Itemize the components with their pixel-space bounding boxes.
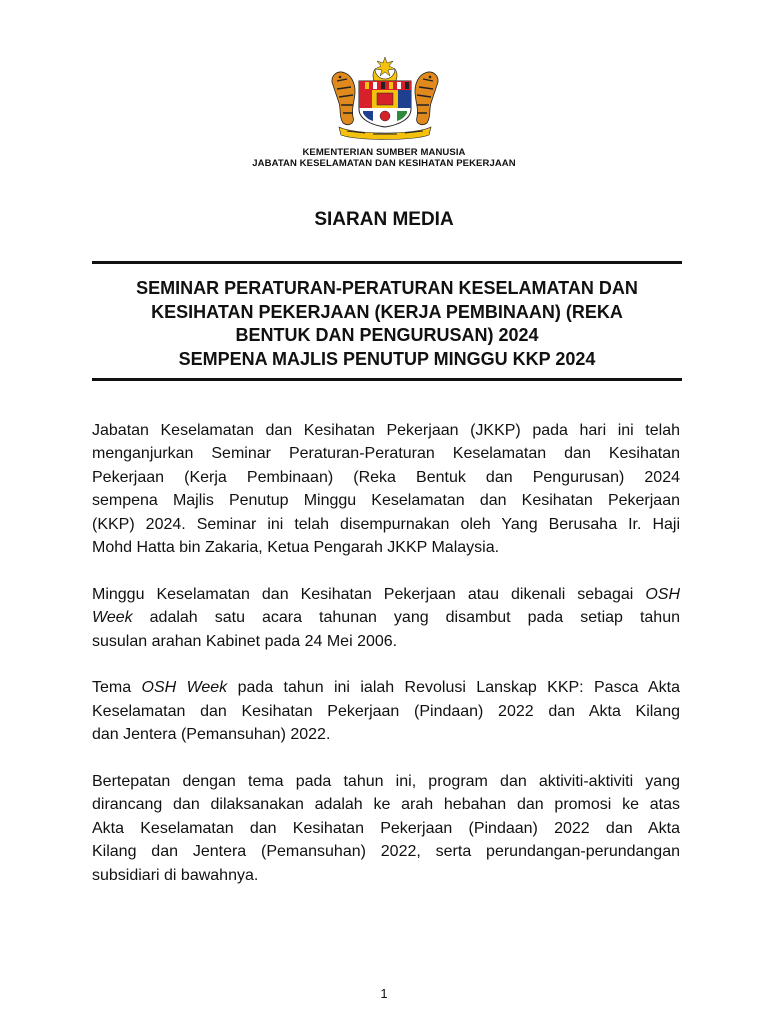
paragraph-line: Jabatan Keselamatan dan Kesihatan Pekerjaan (JKKP) pada hari ini telah: [92, 422, 680, 439]
paragraph-line: [92, 583, 680, 606]
text-run: Minggu Keselamatan dan Kesihatan Pekerjaan atau dikenali sebagai: [92, 585, 646, 603]
italic-term: Week: [92, 609, 133, 627]
headline-line: SEMINAR PERATURAN-PERATURAN KESELAMATAN DAN: [136, 278, 638, 298]
coat-of-arms-logo: [325, 55, 445, 143]
text-run: pada tahun ini ialah Revolusi Lanskap KKP: Pasca Akta: [227, 679, 680, 697]
headline-line: KESIHATAN PEKERJAAN (KERJA PEMBINAAN) (REKA: [151, 301, 623, 322]
paragraph-3: [92, 676, 680, 746]
paragraph-line: susulan arahan Kabinet pada 24 Mei 2006.: [92, 632, 398, 650]
paragraph-line: dan Jentera (Pemansuhan) 2022.: [92, 726, 331, 744]
italic-term: OSH: [645, 585, 680, 603]
document-title: SIARAN MEDIA: [314, 209, 454, 230]
text-run: adalah satu acara tahunan yang disambut pada setiap tahun: [132, 609, 680, 627]
headline: [92, 277, 682, 371]
paragraph-line: Kilang dan Jentera (Pemansuhan) 2022, serta perundangan-perundangan: [92, 843, 680, 861]
paragraph-line: [92, 606, 680, 629]
paragraph-line: [92, 676, 680, 699]
department-name: JABATAN KESELAMATAN DAN KESIHATAN PEKERJAAN: [252, 158, 516, 169]
headline-line: SEMPENA MAJLIS PENUTUP MINGGU KKP 2024: [178, 348, 596, 369]
paragraph-4: [92, 770, 680, 887]
body-text: [92, 419, 680, 910]
paragraph-line: Keselamatan dan Kesihatan Pekerjaan (Pindaan) 2022 dan Akta Kilang: [92, 702, 680, 720]
headline-bottom-rule: [92, 378, 682, 381]
paragraph-line: sempena Majlis Penutup Minggu Keselamatan dan Kesihatan Pekerjaan: [92, 492, 680, 510]
paragraph-line: Bertepatan dengan tema pada tahun ini, program dan aktiviti-aktiviti yang: [92, 773, 680, 791]
paragraph-line: menganjurkan Seminar Peraturan-Peraturan Keselamatan dan Kesihatan: [92, 445, 680, 463]
paragraph-line: Pekerjaan (Kerja Pembinaan) (Reka Bentuk dan Pengurusan) 2024: [92, 468, 680, 486]
headline-line: BENTUK DAN PENGURUSAN) 2024: [235, 325, 539, 345]
paragraph-line: (KKP) 2024. Seminar ini telah disempurnakan oleh Yang Berusaha Ir. Haji: [92, 515, 680, 533]
paragraph-line: Mohd Hatta bin Zakaria, Ketua Pengarah JKKP Malaysia.: [92, 539, 500, 557]
paragraph-2: [92, 583, 680, 653]
italic-term: OSH Week: [141, 679, 228, 697]
page-number: 1: [380, 986, 388, 1001]
text-run: Tema: [92, 679, 142, 697]
headline-top-rule: [92, 261, 682, 264]
ministry-name: KEMENTERIAN SUMBER MANUSIA: [302, 147, 466, 158]
paragraph-line: dirancang dan dilaksanakan adalah ke arah hebahan dan promosi ke atas: [92, 796, 680, 814]
paragraph-line: Akta Keselamatan dan Kesihatan Pekerjaan (Pindaan) 2022 dan Akta: [92, 819, 680, 837]
paragraph-1: [92, 419, 680, 559]
paragraph-line: subsidiari di bawahnya.: [92, 866, 259, 884]
